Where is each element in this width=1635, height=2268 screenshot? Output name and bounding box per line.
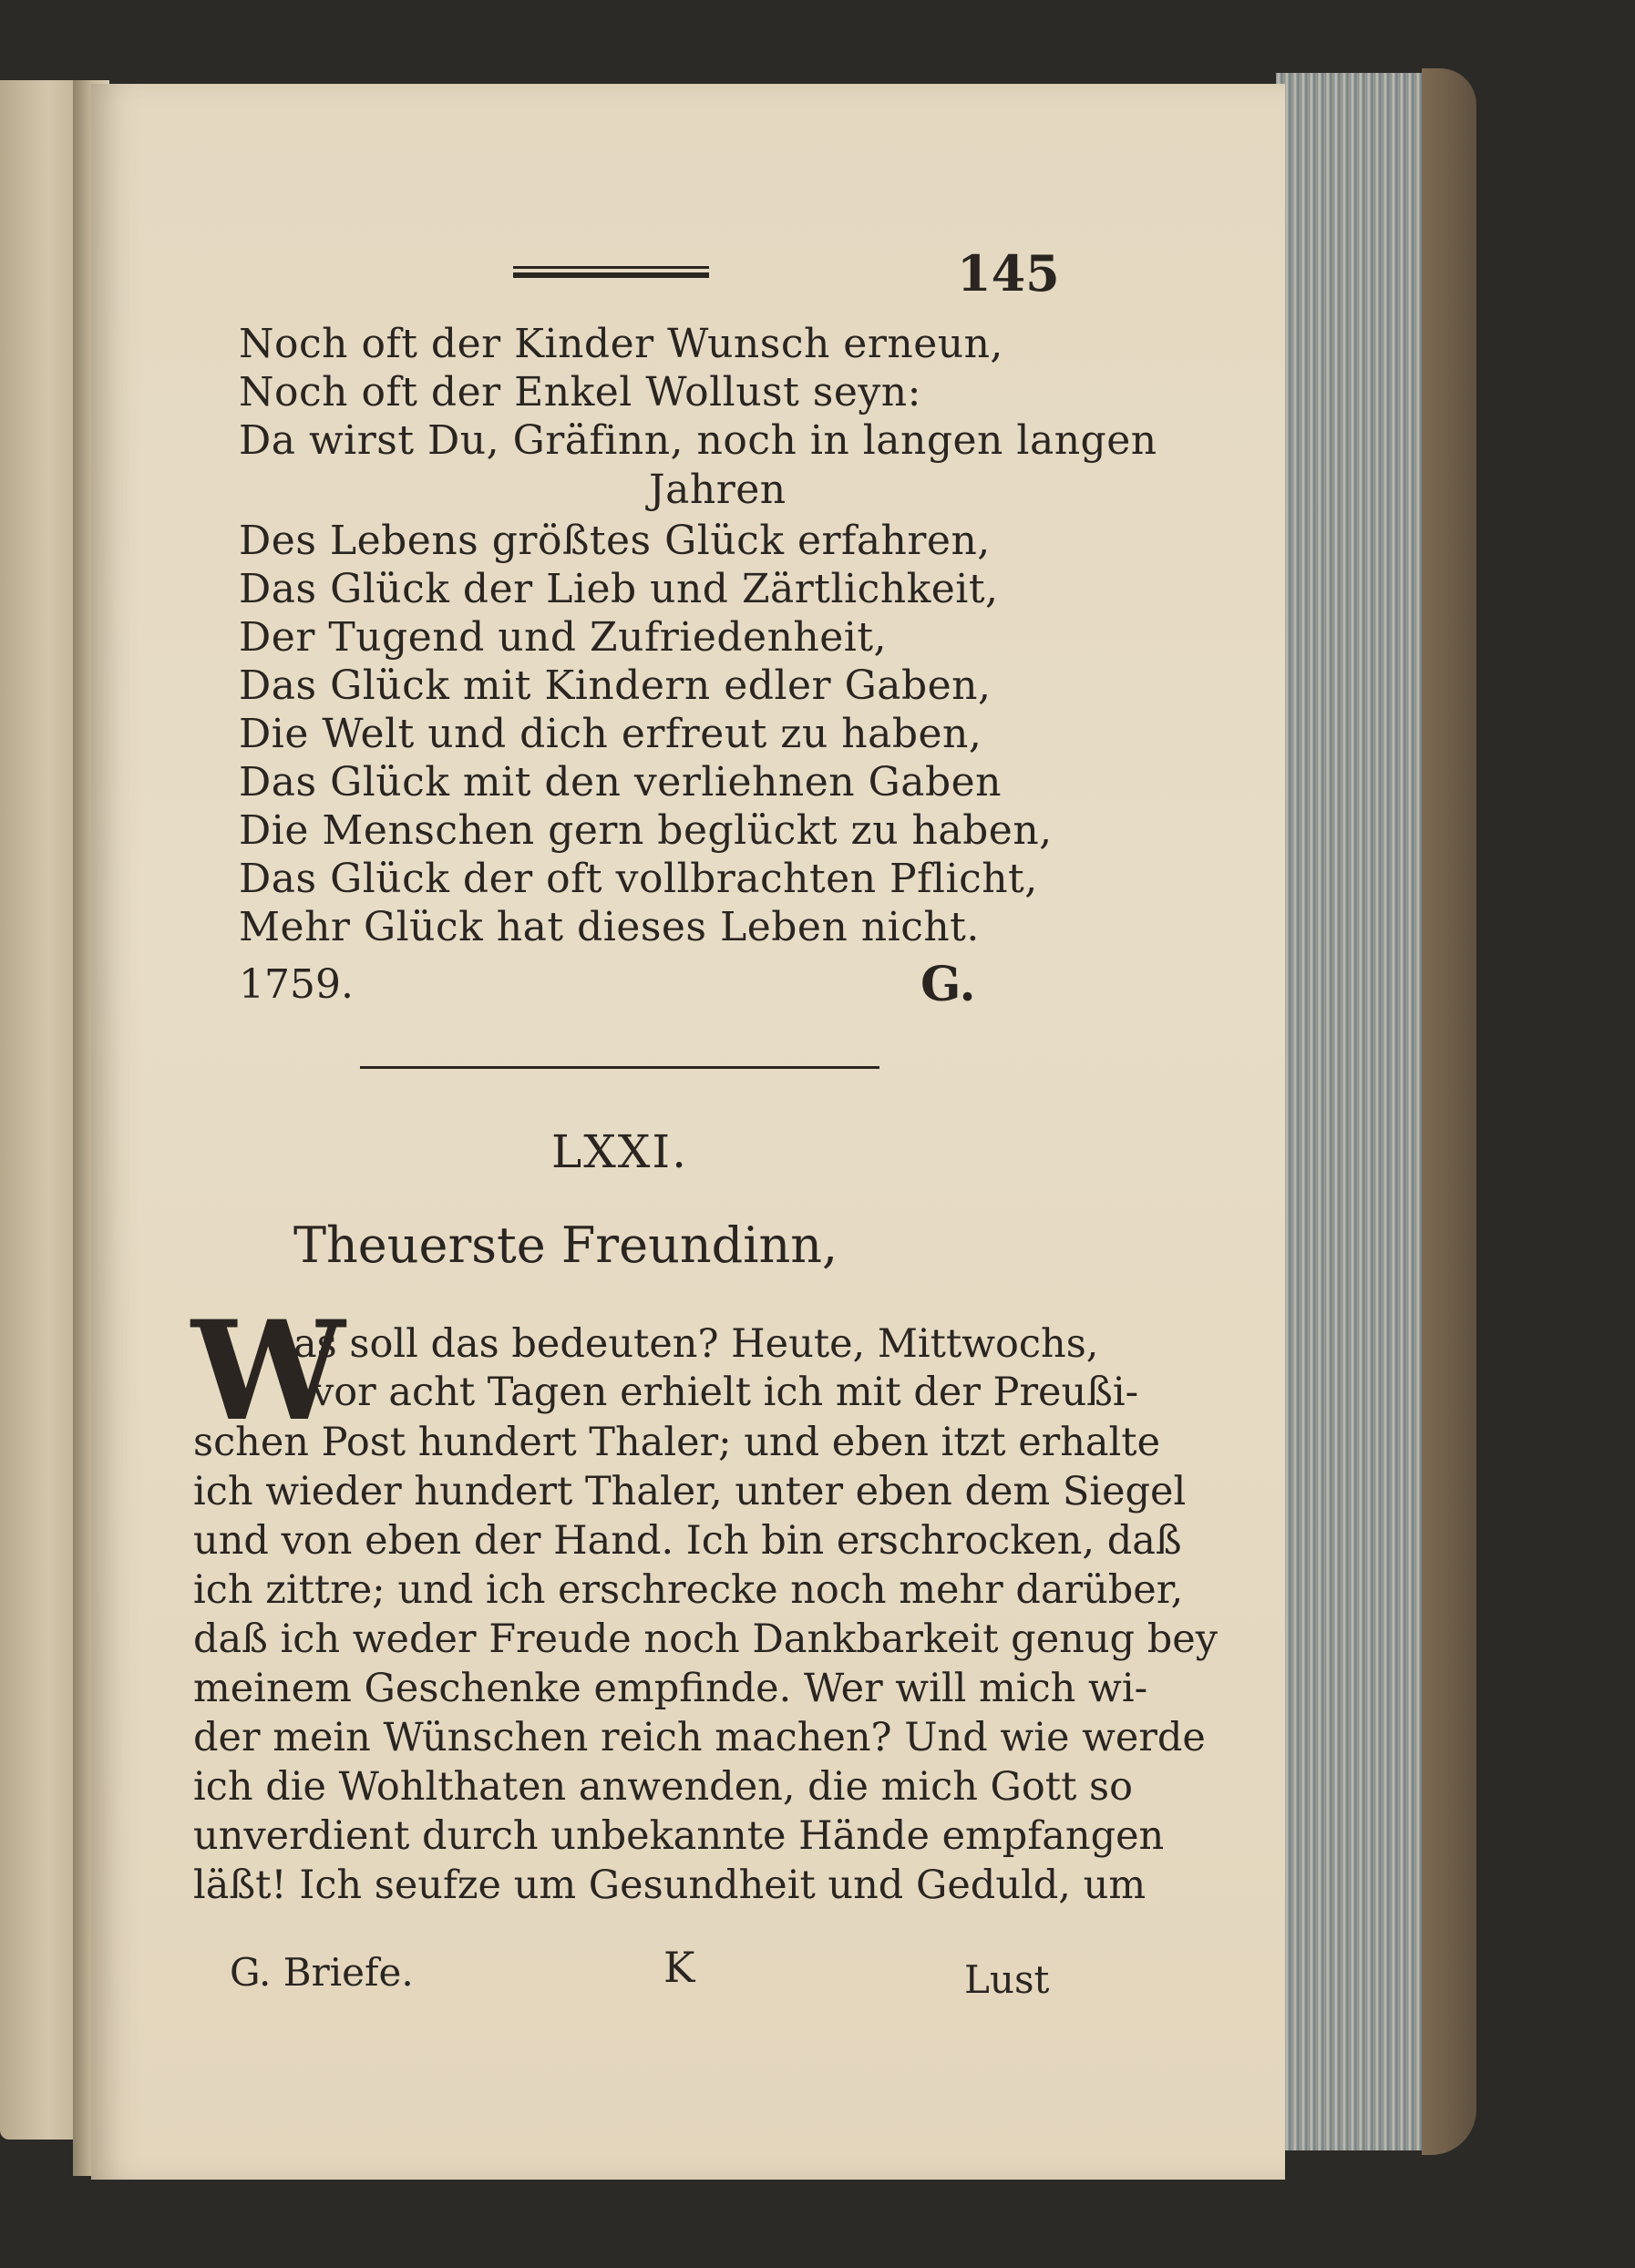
body-line: daß ich weder Freude noch Dankbarkeit genug bey bbox=[193, 1616, 1219, 1662]
body-line: schen Post hundert Thaler; und eben itzt erhalte bbox=[193, 1420, 1161, 1465]
verse-line: Jahren bbox=[649, 467, 787, 513]
verse-line: Des Lebens größtes Glück erfahren, bbox=[239, 518, 991, 564]
body-line: und von eben der Hand. Ich bin erschrocken, daß bbox=[193, 1518, 1182, 1564]
body-line: meinem Geschenke empfinde. Wer will mich wi- bbox=[193, 1666, 1148, 1711]
poem-signature: G. bbox=[920, 957, 976, 1012]
verse-line: Das Glück mit den verliehnen Gaben bbox=[239, 759, 1002, 806]
section-divider bbox=[360, 1066, 879, 1069]
left-page-edge bbox=[0, 80, 80, 2140]
body-line: der mein Wünschen reich machen? Und wie werde bbox=[193, 1715, 1206, 1760]
verse-line: Noch oft der Enkel Wollust seyn: bbox=[239, 369, 921, 416]
letter-salutation: Theuerste Freundinn, bbox=[293, 1216, 838, 1274]
footer-book-signature: G. Briefe. bbox=[230, 1950, 414, 1995]
footer-sheet-mark: K bbox=[663, 1943, 695, 1992]
verse-line: Mehr Glück hat dieses Leben nicht. bbox=[239, 904, 980, 950]
body-line: unverdient durch unbekannte Hände empfangen bbox=[193, 1813, 1165, 1859]
page-number: 145 bbox=[957, 244, 1060, 303]
verse-line: Da wirst Du, Gräfinn, noch in langen langen bbox=[239, 417, 1157, 464]
drop-cap: W bbox=[191, 1291, 345, 1452]
body-line: ich zittre; und ich erschrecke noch mehr darüber, bbox=[193, 1567, 1184, 1613]
header-double-rule bbox=[513, 266, 709, 279]
verse-line: Noch oft der Kinder Wunsch erneun, bbox=[239, 321, 1003, 367]
body-line: läßt! Ich seufze um Gesundheit und Geduld, um bbox=[193, 1863, 1147, 1908]
body-line: vor acht Tagen erhielt ich mit der Preußi- bbox=[312, 1370, 1139, 1415]
verse-line: Der Tugend und Zufriedenheit, bbox=[239, 614, 888, 661]
body-line: ich die Wohlthaten anwenden, die mich Gott so bbox=[193, 1764, 1133, 1810]
footer-catchword: Lust bbox=[964, 1957, 1050, 2002]
body-line: as soll das bedeuten? Heute, Mittwochs, bbox=[293, 1321, 1099, 1367]
verse-line: Das Glück der Lieb und Zärtlichkeit, bbox=[239, 566, 999, 612]
verse-line: Das Glück mit Kindern edler Gaben, bbox=[239, 662, 992, 709]
verse-line: Das Glück der oft vollbrachten Pflicht, bbox=[239, 856, 1038, 902]
verse-line: Die Menschen gern beglückt zu haben, bbox=[239, 807, 1053, 854]
verse-line: Die Welt und dich erfreut zu haben, bbox=[239, 711, 982, 757]
letter-number: LXXI. bbox=[551, 1125, 689, 1178]
book-cover-edge bbox=[1422, 68, 1476, 2155]
poem-date: 1759. bbox=[239, 961, 354, 1008]
body-line: ich wieder hundert Thaler, unter eben dem Siegel bbox=[193, 1469, 1187, 1514]
